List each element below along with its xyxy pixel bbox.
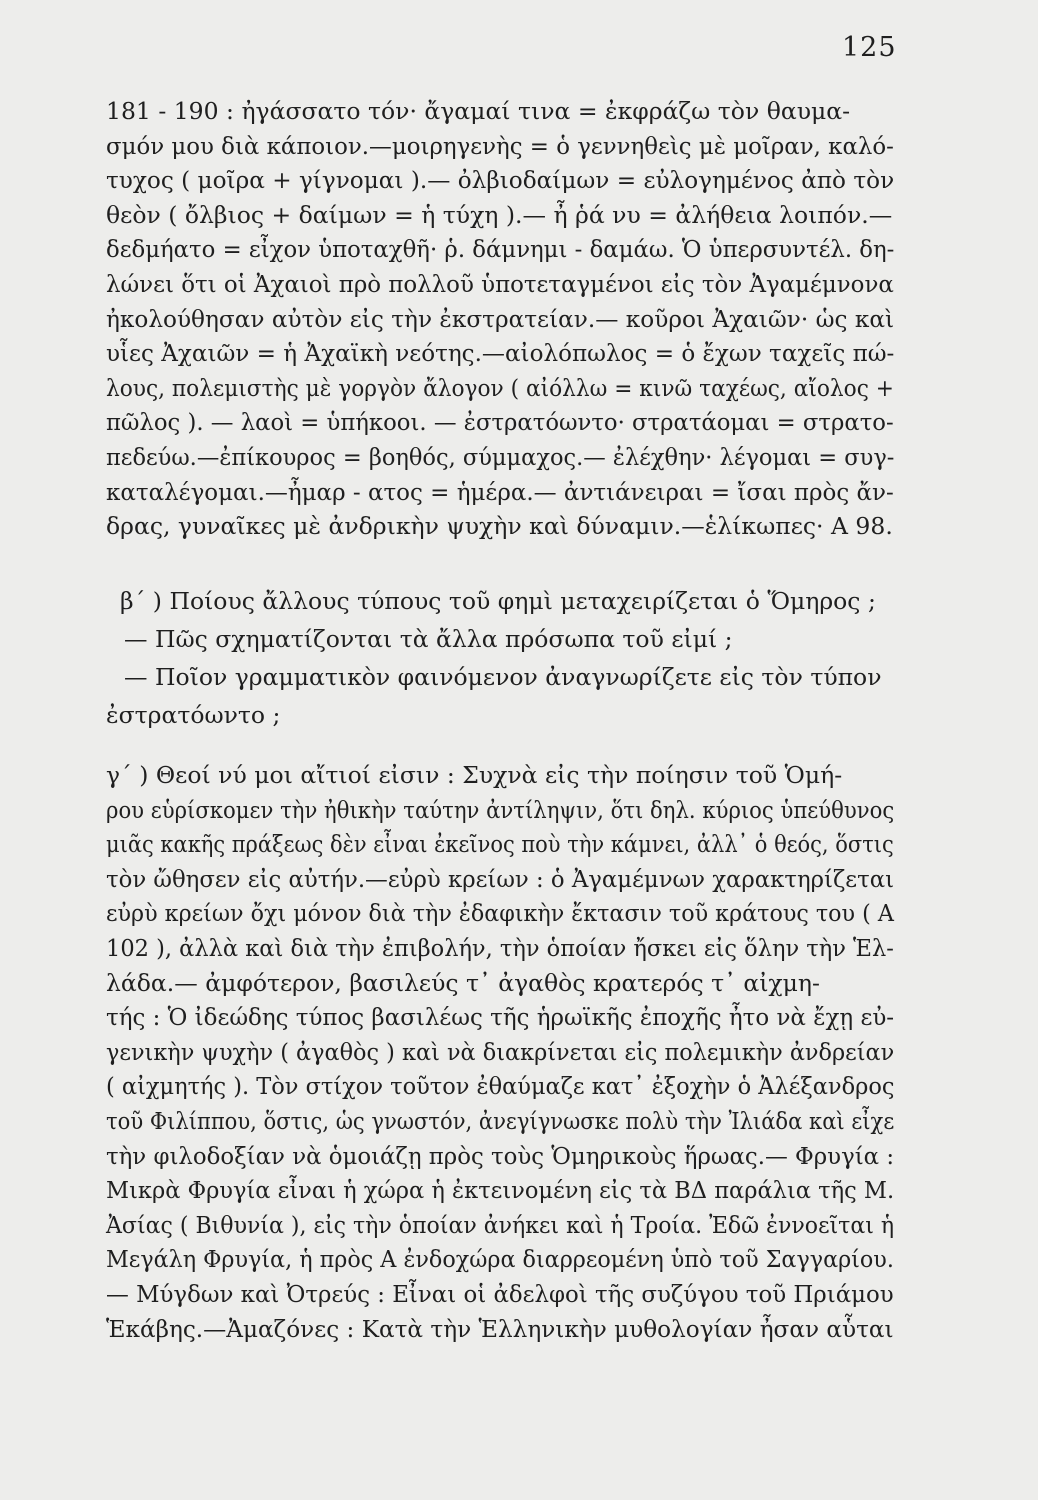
page-number: 125 — [842, 32, 897, 63]
text-line: λώνει ὅτι οἱ Ἀχαιοὶ πρὸ πολλοῦ ὑποτεταγμένοι εἰς τὸν Ἀγαμέμνονα — [106, 269, 894, 298]
text-line: 102 ), ἀλλὰ καὶ διὰ τὴν ἐπιβολήν, τὴν ὁποίαν ἤσκει εἰς ὅλην τὴν Ἑλ- — [106, 933, 894, 962]
text-line: σμόν μου διὰ κάποιον.—μοιρηγενὴς = ὁ γεννηθεὶς μὲ μοῖραν, καλό- — [106, 131, 894, 160]
text-line: — Μύγδων καὶ Ὀτρεύς : Εἶναι οἱ ἀδελφοὶ τῆς συζύγου τοῦ Πριάμου — [106, 1279, 894, 1308]
questions-section — [106, 582, 894, 734]
text-line: Μικρὰ Φρυγία εἶναι ἡ χώρα ἡ ἐκτεινομένη εἰς τὰ ΒΔ παράλια τῆς Μ. — [106, 1176, 895, 1205]
text-line: γ΄ ) Θεοί νύ μοι αἴτιοί εἰσιν : Συχνὰ εἰς τὴν ποίησιν τοῦ Ὁμή- — [106, 761, 843, 789]
question-line: — Ποῖον γραμματικὸν φαινόμενον ἀναγνωρίζετε εἰς τὸν τύπον — [124, 663, 882, 691]
question-line: — Πῶς σχηματίζονται τὰ ἄλλα πρόσωπα τοῦ εἰμί ; — [124, 625, 733, 653]
text-line: τής : Ὁ ἰδεώδης τύπος βασιλέως τῆς ἡρωϊκῆς ἐποχῆς ἦτο νὰ ἔχῃ εὐ- — [106, 1003, 895, 1032]
text-line: πῶλος ). — λαοὶ = ὑπήκοοι. — ἐστρατόωντο· στρατάομαι = στρατο- — [106, 408, 894, 437]
text-line: δεδμήατο = εἶχον ὑποταχθῆ· ῥ. δάμνημι - δαμάω. Ὁ ὑπερσυντέλ. δη- — [106, 235, 895, 264]
text-line: λους, πολεμιστὴς μὲ γοργὸν ἄλογον ( αἰόλλω = κινῶ ταχέως, αἴολος + — [106, 373, 894, 402]
text-line: 181 - 190 : ἠγάσσατο τόν· ἄγαμαί τινα = ἐκφράζω τὸν θαυμα- — [106, 97, 851, 125]
text-line: εὐρὺ κρείων ὄχι μόνον διὰ τὴν ἐδαφικὴν ἔκτασιν τοῦ κράτους του ( Α — [106, 899, 894, 928]
text-line: ἠκολούθησαν αὐτὸν εἰς τὴν ἐκστρατείαν.— κοῦροι Ἀχαιῶν· ὡς καὶ — [106, 304, 895, 333]
text-line: θεὸν ( ὄλβιος + δαίμων = ἡ τύχη ).— ἦ ῥά νυ = ἀλήθεια λοιπόν.— — [106, 200, 893, 229]
text-line: υἷες Ἀχαιῶν = ἡ Ἀχαϊκὴ νεότης.—αἰολόπωλος = ὁ ἔχων ταχεῖς πώ- — [106, 339, 895, 368]
text-line: ρου εὑρίσκομεν τὴν ἠθικὴν ταύτην ἀντίληψιν, ὅτι δηλ. κύριος ὑπεύθυνος — [106, 795, 895, 824]
text-line: ( αἰχμητής ). Τὸν στίχον τοῦτον ἐθαύμαζε κατ᾽ ἐξοχὴν ὁ Ἀλέξανδρος — [106, 1072, 895, 1101]
text-line: καταλέγομαι.—ἦμαρ - ατος = ἡμέρα.— ἀντιάνειραι = ἴσαι πρὸς ἄν- — [106, 477, 894, 506]
text-line: γενικὴν ψυχὴν ( ἀγαθὸς ) καὶ νὰ διακρίνεται εἰς πολεμικὴν ἀνδρείαν — [106, 1037, 895, 1066]
text-line: Ἀσίας ( Βιθυνία ), εἰς τὴν ὁποίαν ἀνήκει καὶ ἡ Τροία. Ἐδῶ ἐννοεῖται ἡ — [106, 1210, 895, 1239]
text-line: τὴν φιλοδοξίαν νὰ ὁμοιάζῃ πρὸς τοὺς Ὁμηρικοὺς ἥρωας.— Φρυγία : — [106, 1141, 895, 1170]
text-line: τοῦ Φιλίππου, ὅστις, ὡς γνωστόν, ἀνεγίγνωσκε πολὺ τὴν Ἰλιάδα καὶ εἶχε — [106, 1106, 895, 1135]
question-line: β΄ ) Ποίους ἄλλους τύπους τοῦ φημὶ μεταχειρίζεται ὁ Ὅμηρος ; — [120, 587, 876, 615]
text-line: Μεγάλη Φρυγία, ἡ πρὸς Α ἐνδοχώρα διαρρεομένη ὑπὸ τοῦ Σαγγαρίου. — [106, 1245, 894, 1274]
text-line: πεδεύω.—ἐπίκουρος = βοηθός, σύμμαχος.— ἐλέχθην· λέγομαι = συγ- — [106, 442, 895, 471]
text-line: μιᾶς κακῆς πράξεως δὲν εἶναι ἐκεῖνος ποὺ τὴν κάμνει, ἀλλ᾽ ὁ θεός, ὅστις — [106, 830, 894, 859]
commentary-paragraph — [106, 758, 894, 1346]
text-line: λάδα.— ἀμφότερον, βασιλεύς τ᾽ ἀγαθὸς κρατερός τ᾽ αἰχμη- — [106, 968, 820, 997]
text-line: Ἑκάβης.—Ἀμαζόνες : Κατὰ τὴν Ἑλληνικὴν μυθολογίαν ἦσαν αὗται — [106, 1314, 894, 1343]
text-line: τὸν ὤθησεν εἰς αὐτήν.—εὐρὺ κρείων : ὁ Ἀγαμέμνων χαρακτηρίζεται — [106, 864, 895, 893]
text-line: τυχος ( μοῖρα + γίγνομαι ).— ὀλβιοδαίμων = εὐλογημένος ἀπὸ τὸν — [106, 166, 895, 195]
text-line: δρας, γυναῖκες μὲ ἀνδρικὴν ψυχὴν καὶ δύναμιν.—ἑλίκωπες· Α 98. — [106, 512, 893, 541]
question-line: ἐστρατόωντο ; — [106, 701, 281, 729]
notes-paragraph — [106, 94, 894, 544]
